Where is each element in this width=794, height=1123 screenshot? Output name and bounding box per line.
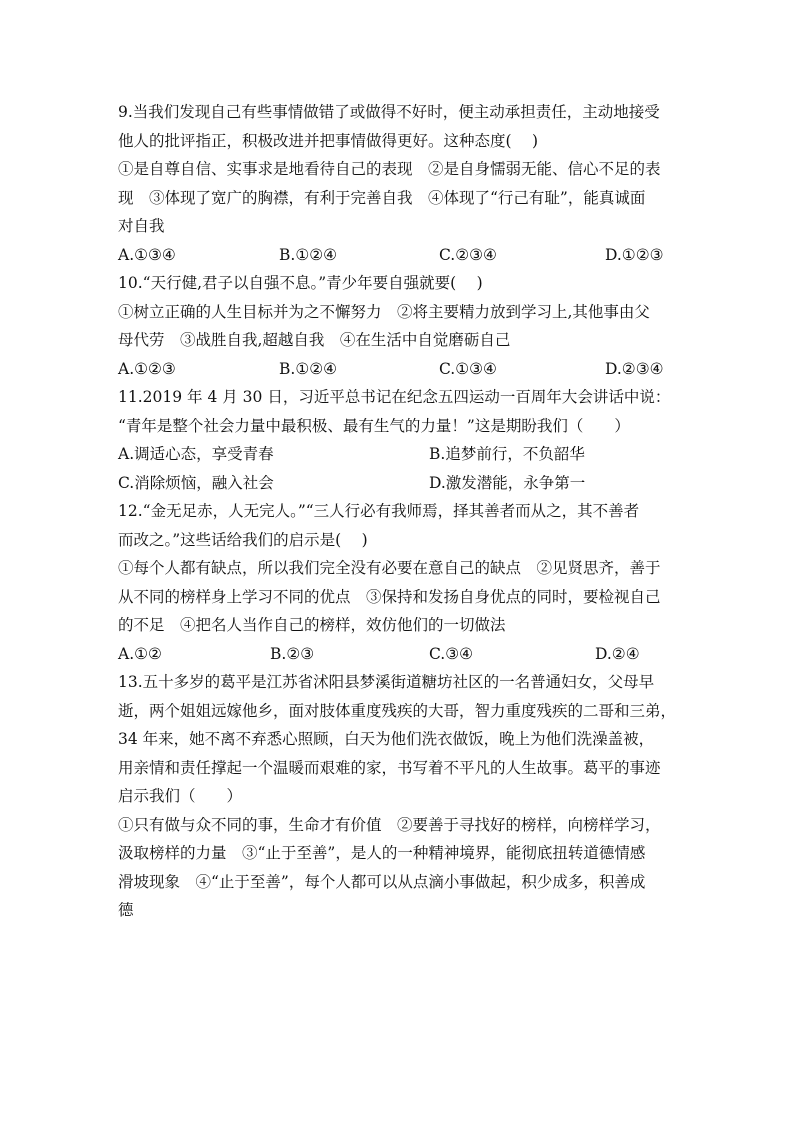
question-sheet xyxy=(118,98,678,953)
answer-options-row xyxy=(118,469,678,498)
question-statement: 对自我 xyxy=(118,217,165,235)
question-statement: ①是自尊自信、实事求是地看待自己的表现 ②是自身懦弱无能、信心不足的表 xyxy=(118,160,661,178)
option-d: D.激发潜能，永争第一 xyxy=(429,473,586,492)
option-c: C.消除烦恼，融入社会 xyxy=(118,473,274,492)
question-stem: 11.2019 年 4 月 30 日，习近平总书记在纪念五四运动一百周年大会讲话中说： xyxy=(118,388,671,406)
option-c: C.②③④ xyxy=(439,245,497,264)
question-9 xyxy=(118,98,678,269)
question-statement: 德 xyxy=(118,901,134,919)
question-stem: 13.五十多岁的葛平是江苏省沭阳县梦溪街道糖坊社区的一名普通妇女，父母早 xyxy=(118,673,655,691)
option-d: D.②③④ xyxy=(605,359,664,378)
option-d: D.①②③ xyxy=(605,245,664,264)
answer-options xyxy=(118,355,678,384)
option-a: A.①③④ xyxy=(118,245,176,264)
question-stem: 逝，两个姐姐远嫁他乡，面对肢体重度残疾的大哥，智力重度残疾的二哥和三弟， xyxy=(118,701,677,720)
question-stem: 10.“天行健,君子以自强不息。”青少年要自强就要( ) xyxy=(118,274,483,292)
question-stem: “青年是整个社会力量中最积极、最有生气的力量！”这是期盼我们（ ） xyxy=(118,416,630,435)
option-b: B.追梦前行，不负韶华 xyxy=(429,445,585,463)
question-statement: ①树立正确的人生目标并为之不懈努力 ②将主要精力放到学习上,其他事由父 xyxy=(118,302,650,321)
option-b: B.①②④ xyxy=(279,245,338,264)
option-c: C.③④ xyxy=(429,644,474,663)
question-statement: 现 ③体现了宽广的胸襟，有利于完善自我 ④体现了“行己有耻”，能真诚面 xyxy=(118,188,646,207)
option-a: A.①② xyxy=(118,644,162,663)
question-13 xyxy=(118,668,678,953)
question-12 xyxy=(118,497,678,668)
question-statement: 滑坡现象 ④“止于至善”，每个人都可以从点滴小事做起，积少成多，积善成 xyxy=(118,872,646,891)
question-statement: 汲取榜样的力量 ③“止于至善”，是人的一种精神境界，能彻底扭转道德情感 xyxy=(118,844,646,862)
question-statement: 的不足 ④把名人当作自己的榜样，效仿他们的一切做法 xyxy=(118,616,506,634)
question-stem: 他人的批评指正，积极改进并把事情做得更好。这种态度( ) xyxy=(118,131,539,150)
question-11 xyxy=(118,383,678,497)
question-statement xyxy=(118,925,678,954)
question-10 xyxy=(118,269,678,383)
answer-options xyxy=(118,640,678,669)
question-statement: ①只有做与众不同的事，生命才有价值 ②要善于寻找好的榜样，向榜样学习， xyxy=(118,815,661,834)
question-stem: 12.“金无足赤，人无完人。”“三人行必有我师焉，择其善者而从之，其不善者 xyxy=(118,502,640,520)
option-c: C.①③④ xyxy=(439,359,497,378)
question-stem: 34 年来，她不离不弃悉心照顾，白天为他们洗衣做饭，晚上为他们洗澡盖被， xyxy=(118,730,655,748)
question-statement: 母代劳 ③战胜自我,超越自我 ④在生活中自觉磨砺自己 xyxy=(118,331,511,349)
option-a: A.调适心态，享受青春 xyxy=(118,445,274,463)
option-b: B.①②④ xyxy=(279,359,338,378)
question-statement: 从不同的榜样身上学习不同的优点 ③保持和发扬自身优点的同时，要检视自己 xyxy=(118,587,661,606)
answer-options xyxy=(118,241,678,270)
question-statement: ①每个人都有缺点，所以我们完全没有必要在意自己的缺点 ②见贤思齐，善于 xyxy=(118,559,661,577)
question-stem: 用亲情和责任撑起一个温暖而艰难的家，书写着不平凡的人生故事。葛平的事迹 xyxy=(118,758,661,777)
question-stem: 而改之。”这些话给我们的启示是( ) xyxy=(118,530,368,549)
option-a: A.①②③ xyxy=(118,359,176,378)
question-stem: 9.当我们发现自己有些事情做错了或做得不好时，便主动承担责任，主动地接受 xyxy=(118,103,660,121)
option-b: B.②③ xyxy=(270,644,315,663)
answer-options-row xyxy=(118,440,678,469)
option-d: D.②④ xyxy=(595,644,640,663)
question-stem: 启示我们（ ） xyxy=(118,787,243,805)
